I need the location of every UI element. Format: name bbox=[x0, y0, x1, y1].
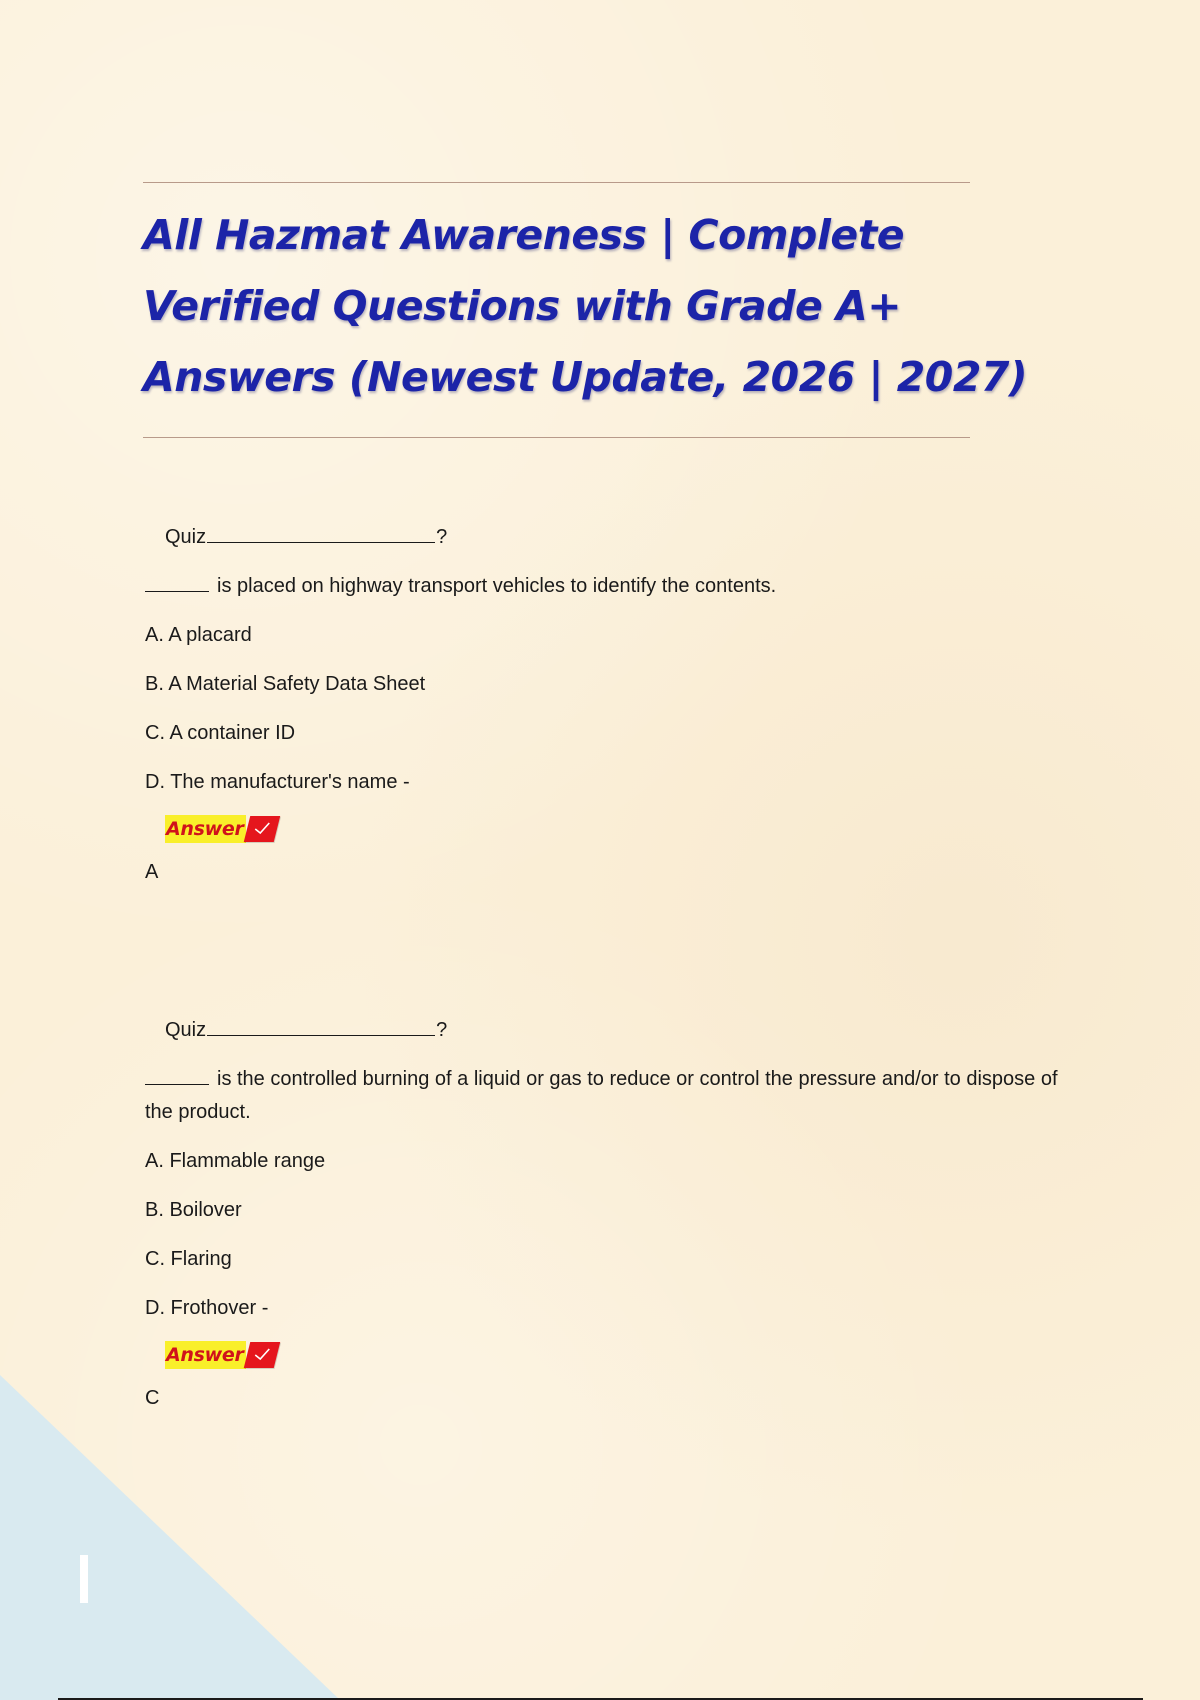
answer-badge bbox=[165, 1341, 277, 1369]
quiz-blank bbox=[207, 1015, 435, 1036]
answer-label: Answer bbox=[165, 1341, 246, 1369]
stem-blank bbox=[145, 573, 209, 592]
title-top-rule bbox=[143, 182, 970, 183]
question-stem bbox=[145, 1063, 1065, 1129]
option-c: C. Flaring bbox=[145, 1248, 232, 1270]
quiz-prefix: Quiz bbox=[165, 1019, 207, 1041]
stem-text: is placed on highway transport vehicles to identify the contents. bbox=[217, 575, 777, 597]
title-line-3: Answers (Newest Update, 2026 | 2027) bbox=[143, 353, 1028, 401]
corner-decoration bbox=[0, 1375, 340, 1700]
document-title bbox=[143, 200, 1028, 413]
option-c: C. A container ID bbox=[145, 722, 296, 744]
quiz-prefix: Quiz bbox=[165, 526, 207, 548]
option-b: B. A Material Safety Data Sheet bbox=[145, 673, 426, 695]
page-number bbox=[80, 1555, 88, 1603]
title-bottom-rule bbox=[143, 437, 970, 438]
option-a: A. Flammable range bbox=[145, 1150, 326, 1172]
question-block-1 bbox=[145, 522, 1075, 887]
quiz-suffix: ? bbox=[436, 1019, 448, 1041]
answer-badge bbox=[165, 815, 277, 843]
question-stem bbox=[145, 570, 1065, 603]
quiz-heading bbox=[165, 522, 1075, 550]
checkmark-icon bbox=[243, 1342, 279, 1368]
answer-label: Answer bbox=[165, 815, 246, 843]
quiz-suffix: ? bbox=[436, 526, 448, 548]
option-d: D. The manufacturer's name - bbox=[145, 771, 410, 793]
question-block-2 bbox=[145, 1015, 1075, 1413]
option-a: A. A placard bbox=[145, 624, 252, 646]
option-b: B. Boilover bbox=[145, 1199, 242, 1221]
quiz-heading bbox=[165, 1015, 1075, 1043]
title-line-1: All Hazmat Awareness | Complete bbox=[143, 211, 905, 259]
quiz-blank bbox=[207, 522, 435, 543]
title-line-2: Verified Questions with Grade A+ bbox=[143, 282, 902, 330]
stem-blank bbox=[145, 1066, 209, 1085]
answer-value: C bbox=[145, 1387, 160, 1409]
checkmark-icon bbox=[243, 816, 279, 842]
answer-value: A bbox=[145, 861, 159, 883]
option-d: D. Frothover - bbox=[145, 1297, 269, 1319]
page-number-text bbox=[80, 1555, 81, 1556]
stem-text: is the controlled burning of a liquid or gas to reduce or control the pressure and/or to dispose of the product. bbox=[145, 1068, 1058, 1123]
